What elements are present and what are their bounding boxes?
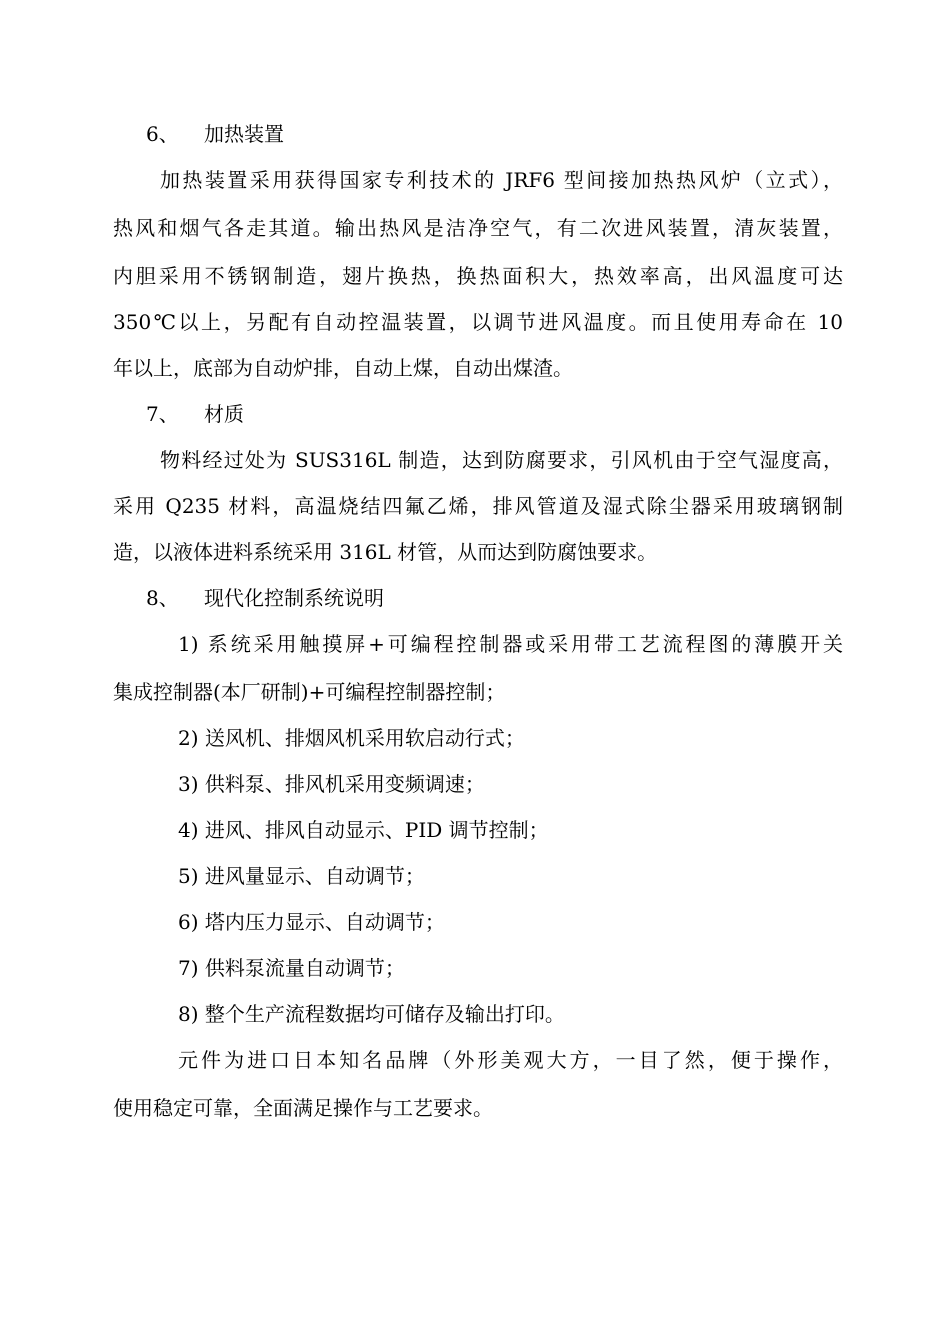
section-number: 8、 [146,586,179,610]
list-item: 8) 整个生产流程数据均可储存及输出打印。 [178,1002,565,1026]
list-item: 1) 系统采用触摸屏+可编程控制器或采用带工艺流程图的薄膜开关 [178,632,843,656]
section-title: 加热装置 [204,122,284,146]
list-item: 6) 塔内压力显示、自动调节； [178,910,445,934]
paragraph-line: 350℃以上，另配有自动控温装置，以调节进风温度。而且使用寿命在 10 [113,310,843,334]
section-title: 现代化控制系统说明 [204,586,384,610]
list-item: 2) 送风机、排烟风机采用软启动行式； [178,726,525,750]
section-6-heading [146,122,876,146]
section-7-heading [146,402,876,426]
paragraph-line: 内胆采用不锈钢制造，翅片换热，换热面积大，热效率高，出风温度可达 [113,264,843,288]
paragraph-line: 采用 Q235 材料，高温烧结四氟乙烯，排风管道及湿式除尘器采用玻璃钢制 [113,494,843,518]
paragraph-line: 使用稳定可靠，全面满足操作与工艺要求。 [113,1096,493,1120]
section-number: 6、 [146,122,179,146]
paragraph-line: 加热装置采用获得国家专利技术的 JRF6 型间接加热热风炉（立式）， [160,168,843,192]
paragraph-line: 年以上，底部为自动炉排，自动上煤，自动出煤渣。 [113,356,573,380]
list-item: 7) 供料泵流量自动调节； [178,956,405,980]
section-8-heading [146,586,876,610]
list-item: 5) 进风量显示、自动调节； [178,864,425,888]
paragraph-line: 造，以液体进料系统采用 316L 材管，从而达到防腐蚀要求。 [113,540,658,564]
list-item: 4) 进风、排风自动显示、PID 调节控制； [178,818,549,842]
paragraph-line: 热风和烟气各走其道。输出热风是洁净空气，有二次进风装置，清灰装置， [113,216,843,240]
section-number: 7、 [146,402,179,426]
paragraph-line: 元件为进口日本知名品牌（外形美观大方，一目了然，便于操作， [178,1048,843,1072]
paragraph-line: 物料经过处为 SUS316L 制造，达到防腐要求，引风机由于空气湿度高， [160,448,843,472]
list-item: 3) 供料泵、排风机采用变频调速； [178,772,485,796]
section-title: 材质 [204,402,244,426]
list-item: 集成控制器(本厂研制)+可编程控制器控制； [113,680,506,704]
